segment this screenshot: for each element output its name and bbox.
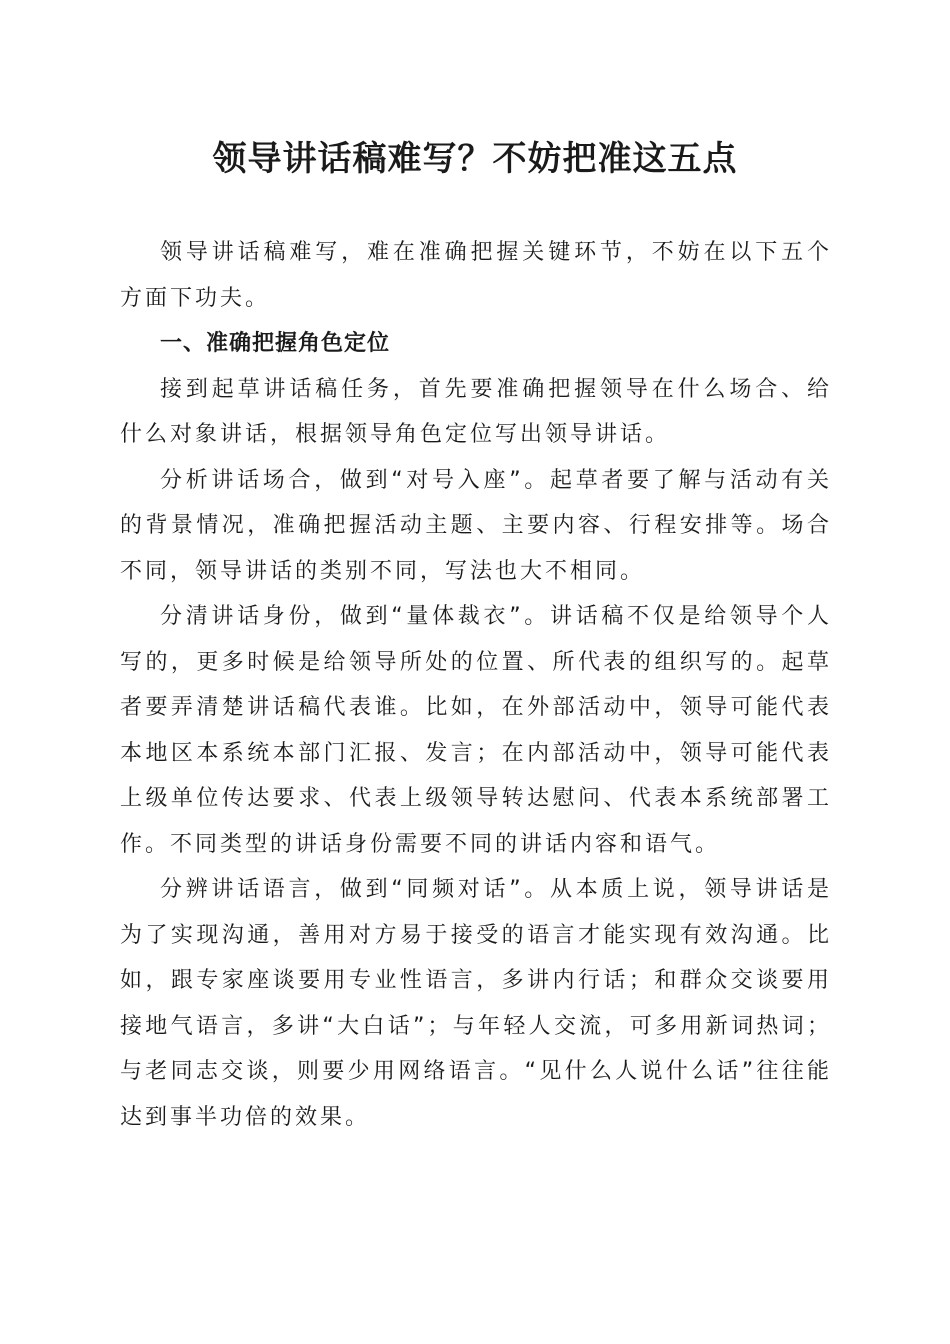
body-paragraph: 分析讲话场合，做到“对号入座”。起草者要了解与活动有关的背景情况，准确把握活动主题、主要内容、行程安排等。场合不同，领导讲话的类别不同，写法也大不相同。: [120, 467, 832, 584]
document-title: 领导讲话稿难写？不妨把准这五点: [212, 139, 738, 179]
body-paragraph: 分清讲话身份，做到“量体裁衣”。讲话稿不仅是给领导个人写的，更多时候是给领导所处的位置、所代表的组织写的。起草者要弄清楚讲话稿代表谁。比如，在外部活动中，领导可能代表本地区本系统本部门汇报、发言；在内部活动中，领导可能代表上级单位传达要求、代表上级领导转达慰问、代表本系统部署工作。不同类型的讲话身份需要不同的讲话内容和语气。: [120, 604, 832, 857]
document-body: [120, 230, 832, 1140]
section-heading: 一、准确把握角色定位: [160, 331, 391, 356]
body-paragraph: 接到起草讲话稿任务，首先要准确把握领导在什么场合、给什么对象讲话，根据领导角色定位写出领导讲话。: [120, 376, 832, 447]
intro-paragraph: 领导讲话稿难写，难在准确把握关键环节，不妨在以下五个方面下功夫。: [120, 240, 832, 311]
body-paragraph: 分辨讲话语言，做到“同频对话”。从本质上说，领导讲话是为了实现沟通，善用对方易于接受的语言才能实现有效沟通。比如，跟专家座谈要用专业性语言，多讲内行话；和群众交谈要用接地气语言，多讲“大白话”；与年轻人交流，可多用新词热词；与老同志交谈，则要少用网络语言。“见什么人说什么话”往往能达到事半功倍的效果。: [120, 877, 832, 1130]
